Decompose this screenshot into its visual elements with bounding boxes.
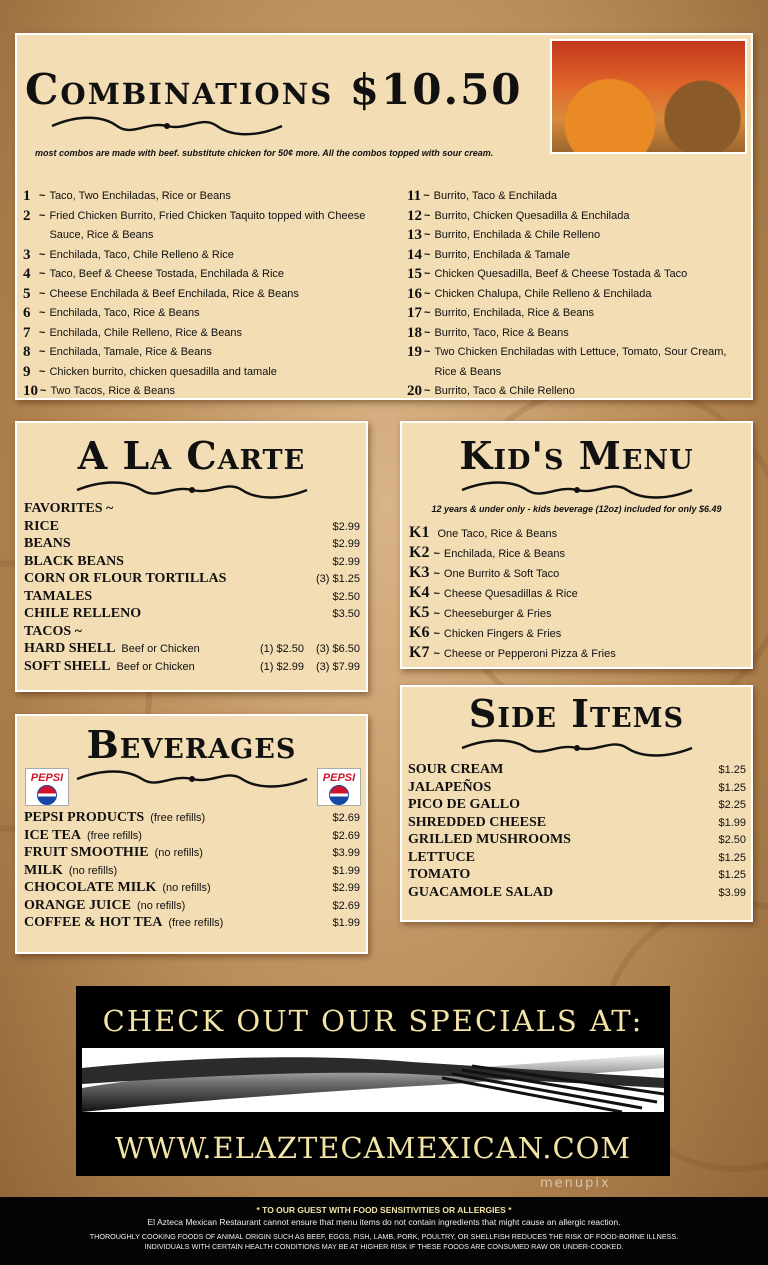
forks-icon xyxy=(82,1048,664,1112)
tilde-separator: ~ xyxy=(433,548,440,560)
combo-description: Chicken Quesadilla, Beef & Cheese Tostada & Taco xyxy=(434,268,688,280)
beverage-price: $3.99 xyxy=(332,847,360,859)
combo-number: 16 xyxy=(407,285,422,302)
kids-item xyxy=(409,604,745,624)
combo-number: 4 xyxy=(23,266,31,282)
combo-number: 5 xyxy=(23,285,31,302)
item-price-single: (1) $2.99 xyxy=(259,660,304,673)
menu-item-row xyxy=(24,519,360,537)
kids-item-description: Chicken Fingers & Fries xyxy=(443,628,562,640)
item-price: (3) $1.25 xyxy=(315,573,360,585)
combo-item xyxy=(23,187,378,207)
allergy-footer xyxy=(0,1197,768,1265)
combo-description: Burrito, Enchilada & Tamale xyxy=(434,248,570,261)
side-item-name: GUACAMOLE SALAD xyxy=(408,884,554,900)
item-price: $3.50 xyxy=(332,608,360,620)
combo-item xyxy=(23,304,378,324)
combo-number: 12 xyxy=(407,207,422,224)
tilde-separator: ~ xyxy=(40,385,47,397)
scroll-ornament xyxy=(72,478,312,502)
beverage-name: PEPSI PRODUCTS xyxy=(24,810,145,825)
combo-item xyxy=(23,285,378,305)
refill-note: (no refills) xyxy=(136,899,186,912)
scroll-ornament xyxy=(457,478,697,502)
side-item-price: $1.25 xyxy=(718,781,746,794)
kids-item-description: Cheese or Pepperoni Pizza & Fries xyxy=(443,648,616,660)
combo-item xyxy=(407,285,747,305)
combo-description: Burrito, Enchilada, Rice & Beans xyxy=(434,307,595,319)
watermark: menupix xyxy=(540,1176,611,1191)
combinations-note: most combos are made with beef. substitute chicken for 50¢ more. All the combos topped with sour cream. xyxy=(35,148,494,158)
menu-item-row xyxy=(24,659,360,677)
kids-item-description: Enchilada, Rice & Beans xyxy=(443,548,565,560)
combo-list-left xyxy=(23,187,378,402)
side-item-price: $3.99 xyxy=(718,886,746,899)
beverage-row xyxy=(24,915,360,933)
kids-item-code: K4 xyxy=(409,584,430,601)
tilde-separator: ~ xyxy=(433,648,440,660)
pepsi-logo: PEPSI xyxy=(317,768,361,806)
combo-photo xyxy=(550,39,747,154)
side-item-row xyxy=(408,850,746,868)
tilde-separator: ~ xyxy=(39,365,46,378)
combo-number: 10 xyxy=(23,383,38,399)
combo-item xyxy=(23,324,378,344)
kids-item-code: K7 xyxy=(409,644,430,661)
combo-number: 20 xyxy=(407,383,422,399)
a-la-carte-title: A La Carte xyxy=(77,433,306,478)
footer-heading: * TO OUR GUEST WITH FOOD SENSITIVITIES OR ALLERGIES * xyxy=(256,1205,512,1215)
combo-item xyxy=(23,207,378,246)
kids-item xyxy=(409,584,745,604)
combo-item xyxy=(23,343,378,363)
combo-number: 8 xyxy=(23,344,31,360)
tilde-separator: ~ xyxy=(39,346,46,358)
tilde-separator: ~ xyxy=(424,209,431,222)
menu-item-row xyxy=(24,589,360,607)
combo-number: 15 xyxy=(407,266,422,282)
side-item-name: SOUR CREAM xyxy=(408,762,504,777)
tilde-separator: ~ xyxy=(433,568,440,580)
tilde-separator: ~ xyxy=(424,326,431,339)
specials-banner xyxy=(76,986,670,1176)
combo-item xyxy=(407,382,747,402)
item-price-triple: (3) $7.99 xyxy=(315,660,360,673)
kids-item-description: One Burrito & Soft Taco xyxy=(443,568,560,580)
tilde-separator: ~ xyxy=(39,209,46,222)
menu-item-row xyxy=(24,571,360,589)
kids-item xyxy=(409,564,745,584)
tilde-separator: ~ xyxy=(39,190,46,202)
tilde-separator: ~ xyxy=(433,588,440,600)
kids-item-code: K2 xyxy=(409,544,430,561)
side-item-name: JALAPEÑOS xyxy=(408,779,492,795)
tilde-separator: ~ xyxy=(39,326,46,339)
item-price: $2.99 xyxy=(332,538,360,550)
tilde-separator: ~ xyxy=(39,287,46,300)
item-price: $2.50 xyxy=(332,590,360,603)
item-name: BEANS xyxy=(24,536,71,551)
beverage-row xyxy=(24,828,360,846)
forks-image xyxy=(82,1048,664,1112)
combo-item xyxy=(407,226,747,246)
beverage-row xyxy=(24,898,360,916)
item-price: $2.99 xyxy=(332,520,360,533)
footer-warning: THOROUGHLY COOKING FOODS OF ANIMAL ORIGIN SUCH AS BEEF, EGGS, FISH, LAMB, PORK, POULTRY, OR SHELLFISH REDUCES THE RISK OF FOOD-BORNE ILLNESS. xyxy=(89,1232,679,1241)
kids-menu-title: Kid's Menu xyxy=(459,433,694,478)
combo-description: Enchilada, Taco, Chile Relleno & Rice xyxy=(49,248,234,261)
tilde-separator: ~ xyxy=(433,608,440,620)
kids-menu-panel xyxy=(400,421,753,669)
beverage-price: $1.99 xyxy=(332,917,360,929)
side-item-row xyxy=(408,797,746,815)
kids-item-description: One Taco, Rice & Beans xyxy=(437,528,558,540)
kids-item xyxy=(409,544,745,564)
footer-disclaimer: El Azteca Mexican Restaurant cannot ensure that menu items do not contain ingredients that might cause an allergic reaction. xyxy=(147,1217,621,1227)
side-item-price: $2.50 xyxy=(718,834,746,846)
refill-note: (free refills) xyxy=(86,829,142,842)
beverages-title: Beverages xyxy=(86,722,297,767)
combo-number: 14 xyxy=(407,246,422,263)
kids-item-code: K5 xyxy=(409,604,430,621)
combo-number: 11 xyxy=(407,188,422,204)
beverage-row xyxy=(24,810,360,828)
side-item-name: TOMATO xyxy=(408,867,471,882)
refill-note: (free refills) xyxy=(150,812,206,824)
specials-url[interactable]: WWW.ELAZTECAMEXICAN.COM xyxy=(114,1131,632,1165)
specials-headline: CHECK OUT OUR SPECIALS AT: xyxy=(102,1004,644,1038)
item-option: Beef or Chicken xyxy=(116,660,195,673)
combo-item xyxy=(407,265,747,285)
beverage-row xyxy=(24,880,360,898)
tilde-separator: ~ xyxy=(39,307,46,319)
tilde-separator: ~ xyxy=(424,307,431,319)
beverage-row xyxy=(24,863,360,881)
side-item-name: GRILLED MUSHROOMS xyxy=(408,832,571,847)
combo-description: Taco, Beef & Cheese Tostada, Enchilada & Rice xyxy=(49,268,285,280)
menu-item-row xyxy=(24,606,360,624)
combo-description: Cheese Enchilada & Beef Enchilada, Rice & Beans xyxy=(49,287,299,300)
item-name: RICE xyxy=(24,518,60,534)
kids-item-code: K3 xyxy=(409,564,430,581)
tacos-heading: TACOS ~ xyxy=(24,623,82,639)
combo-number: 7 xyxy=(23,324,31,341)
combo-description: Enchilada, Tamale, Rice & Beans xyxy=(49,346,212,358)
combo-item xyxy=(23,363,378,383)
combo-description: Burrito, Taco, Rice & Beans xyxy=(434,326,569,339)
kids-item xyxy=(409,624,745,644)
kids-item-code: K1 xyxy=(409,524,430,541)
beverages-panel xyxy=(15,714,368,954)
beverage-price: $2.99 xyxy=(332,882,360,894)
combo-item xyxy=(407,304,747,324)
side-item-price: $2.25 xyxy=(718,799,746,811)
beverage-price: $2.69 xyxy=(332,899,360,912)
combo-number: 19 xyxy=(407,344,422,360)
combo-number: 13 xyxy=(407,227,422,243)
beverage-name: ORANGE JUICE xyxy=(24,897,131,913)
side-item-price: $1.25 xyxy=(718,869,746,881)
menu-item-row xyxy=(24,536,360,554)
combo-number: 3 xyxy=(23,246,31,263)
item-name: BLACK BEANS xyxy=(24,553,124,569)
tilde-separator: ~ xyxy=(424,385,431,397)
combo-number: 2 xyxy=(23,207,31,224)
item-name: CORN OR FLOUR TORTILLAS xyxy=(24,571,227,586)
side-item-row xyxy=(408,815,746,833)
combo-item xyxy=(407,246,747,266)
tilde-separator: ~ xyxy=(39,268,46,280)
side-item-name: LETTUCE xyxy=(408,849,475,865)
combo-description: Two Chicken Enchiladas with Lettuce, Tomato, Sour Cream, Rice & Beans xyxy=(434,346,727,378)
item-price-single: (1) $2.50 xyxy=(259,643,304,655)
side-item-row xyxy=(408,885,746,903)
kids-item-description: Cheese Quesadillas & Rice xyxy=(443,588,578,600)
menu-item-row xyxy=(24,641,360,659)
kids-item xyxy=(409,644,745,664)
side-item-row xyxy=(408,832,746,850)
kids-item-description: Cheeseburger & Fries xyxy=(443,608,552,620)
tilde-separator: ~ xyxy=(424,248,431,261)
beverage-name: ICE TEA xyxy=(24,827,81,843)
combo-item xyxy=(23,382,378,402)
combo-item xyxy=(407,324,747,344)
side-item-row xyxy=(408,780,746,798)
footer-warning-2: INDIVIDUALS WITH CERTAIN HEALTH CONDITIONS MAY BE AT HIGHER RISK IF THESE FOODS ARE CONSUMED RAW OR UNDER-COOKED. xyxy=(144,1242,624,1251)
combo-item xyxy=(23,265,378,285)
side-item-name: SHREDDED CHEESE xyxy=(408,814,547,830)
side-item-price: $1.99 xyxy=(718,816,746,829)
side-item-row xyxy=(408,762,746,780)
side-item-name: PICO DE GALLO xyxy=(408,797,521,812)
beverage-price: $1.99 xyxy=(332,864,360,877)
combo-number: 18 xyxy=(407,324,422,341)
scroll-ornament xyxy=(457,736,697,760)
beverage-name: FRUIT SMOOTHIE xyxy=(24,845,149,860)
beverage-name: MILK xyxy=(24,862,63,878)
combo-description: Enchilada, Chile Relleno, Rice & Beans xyxy=(49,326,243,339)
item-name: CHILE RELLENO xyxy=(24,606,142,621)
combo-description: Taco, Two Enchiladas, Rice or Beans xyxy=(49,190,231,202)
side-items-title: Side Items xyxy=(468,691,685,736)
combo-description: Burrito, Chicken Quesadilla & Enchilada xyxy=(434,209,630,222)
side-item-row xyxy=(408,867,746,885)
item-name: HARD SHELL xyxy=(24,641,116,656)
item-name: TAMALES xyxy=(24,588,93,604)
combo-item xyxy=(407,187,747,207)
combo-description: Fried Chicken Burrito, Fried Chicken Taquito topped with Cheese Sauce, Rice & Beans xyxy=(49,209,366,241)
item-option: Beef or Chicken xyxy=(121,643,200,655)
combo-description: Burrito, Taco & Enchilada xyxy=(433,190,557,202)
kids-item xyxy=(409,524,745,544)
pepsi-logo: PEPSI xyxy=(25,768,69,806)
combo-description: Two Tacos, Rice & Beans xyxy=(50,385,175,397)
combo-description: Chicken Chalupa, Chile Relleno & Enchilada xyxy=(434,287,652,300)
menu-item-row xyxy=(24,554,360,572)
tilde-separator: ~ xyxy=(424,229,431,241)
combo-number: 9 xyxy=(23,363,31,380)
tilde-separator: ~ xyxy=(424,287,431,300)
tilde-separator: ~ xyxy=(433,628,440,640)
refill-note: (free refills) xyxy=(168,917,224,929)
beverage-price: $2.69 xyxy=(332,829,360,842)
beverage-name: CHOCOLATE MILK xyxy=(24,880,157,895)
scroll-ornament xyxy=(47,113,287,139)
kids-item-code: K6 xyxy=(409,624,430,641)
combinations-title: Combinations $10.50 xyxy=(25,65,523,114)
item-price: $2.99 xyxy=(332,555,360,568)
favorites-heading: FAVORITES ~ xyxy=(24,501,114,516)
refill-note: (no refills) xyxy=(162,882,211,894)
side-items-panel xyxy=(400,685,753,922)
combo-description: Burrito, Enchilada & Chile Relleno xyxy=(434,229,601,241)
item-name: SOFT SHELL xyxy=(24,658,111,674)
combo-list-right xyxy=(407,187,747,402)
combo-description: Burrito, Taco & Chile Relleno xyxy=(434,385,575,397)
combo-item xyxy=(23,246,378,266)
combinations-panel xyxy=(15,33,753,400)
combo-description: Enchilada, Taco, Rice & Beans xyxy=(49,307,200,319)
side-item-price: $1.25 xyxy=(718,764,746,776)
beverage-row xyxy=(24,845,360,863)
tilde-separator: ~ xyxy=(39,248,46,261)
beverage-price: $2.69 xyxy=(332,812,360,824)
kids-menu-note: 12 years & under only - kids beverage (12oz) included for only $6.49 xyxy=(431,504,722,514)
tilde-separator: ~ xyxy=(424,346,431,358)
tilde-separator: ~ xyxy=(423,190,430,202)
a-la-carte-panel xyxy=(15,421,368,692)
combo-description: Chicken burrito, chicken quesadilla and tamale xyxy=(49,365,277,378)
beverage-name: COFFEE & HOT TEA xyxy=(24,915,163,930)
combo-number: 1 xyxy=(23,188,31,204)
item-price-triple: (3) $6.50 xyxy=(315,643,360,655)
combo-number: 17 xyxy=(407,305,422,321)
refill-note: (no refills) xyxy=(68,864,118,877)
refill-note: (no refills) xyxy=(154,847,203,859)
combo-item xyxy=(407,207,747,227)
side-item-price: $1.25 xyxy=(718,851,746,864)
scroll-ornament xyxy=(72,767,312,791)
combo-number: 6 xyxy=(23,305,31,321)
combo-item xyxy=(407,343,747,382)
tilde-separator: ~ xyxy=(424,268,431,280)
